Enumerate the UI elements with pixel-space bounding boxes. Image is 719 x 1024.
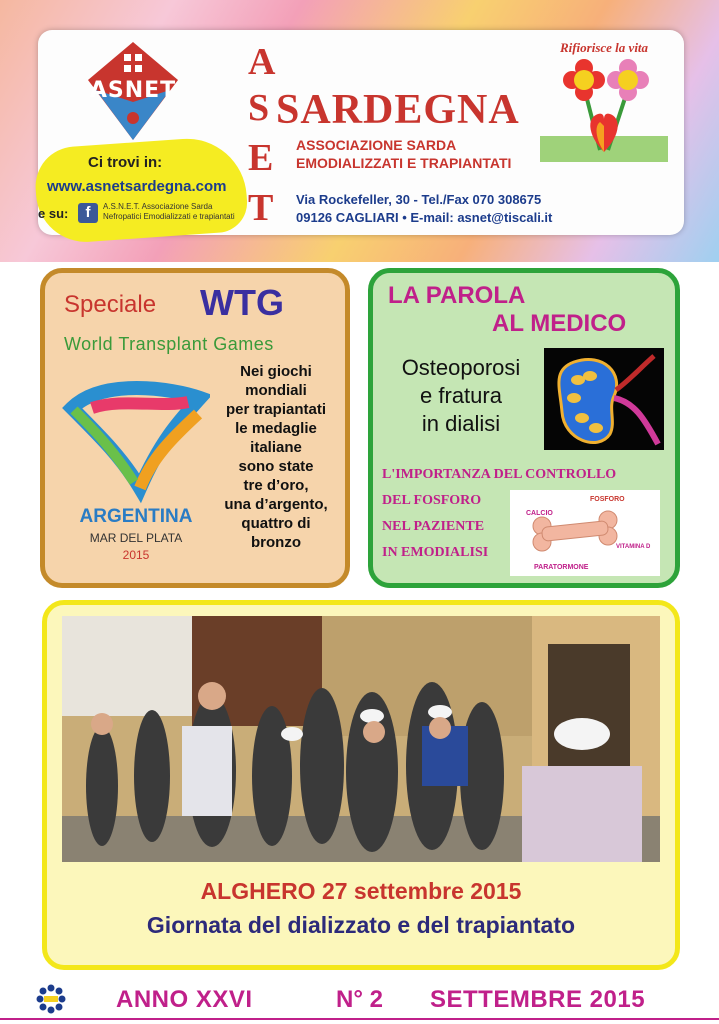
sardegna-title: SARDEGNA [276, 87, 520, 133]
event-subtitle: Giornata del dializzato e del trapiantato [146, 912, 576, 938]
event-photo [62, 616, 660, 862]
speciale-label: Speciale [64, 291, 157, 318]
event-title: ALGHERO 27 settembre 2015 [200, 878, 522, 904]
issue-date: SETTEMBRE 2015 [430, 986, 646, 1013]
medico-title-line-1: LA PAROLA [388, 282, 526, 309]
importanza-line: L'IMPORTANZA DEL CONTROLLO [382, 467, 617, 482]
wtg-text-line: mondiali [245, 382, 307, 399]
wtg-text-line: quattro di [241, 515, 311, 532]
wtg-title: WTG [200, 282, 284, 323]
wtg-city: MAR DEL PLATA [89, 531, 183, 545]
importanza-line: NEL PAZIENTE [382, 519, 485, 534]
website-link[interactable]: www.asnetsardegna.com [47, 178, 227, 195]
aset-letter-e: E [248, 137, 274, 179]
footer-divider [0, 1018, 719, 1020]
wtg-subtitle: World Transplant Games [64, 334, 274, 354]
association-line-2: EMODIALIZZATI E TRAPIANTATI [296, 155, 512, 171]
flowers-icon [538, 40, 670, 166]
logo-text: ASNET [89, 78, 177, 103]
paratormone-label: PARATORMONE [534, 564, 589, 571]
bone-diagram [510, 490, 660, 576]
wtg-text-line: bronzo [251, 534, 301, 551]
wtg-text-line: italiane [250, 439, 302, 456]
medico-topic [386, 354, 536, 438]
association-line-1: ASSOCIAZIONE SARDA [296, 137, 457, 153]
wtg-logo [62, 378, 210, 506]
wtg-text-line: una d’argento, [224, 496, 328, 513]
wtg-description [208, 362, 344, 552]
forum-logo-icon [36, 984, 66, 1014]
facebook-icon[interactable]: f [78, 203, 98, 223]
topic-line: in dialisi [421, 411, 501, 436]
wtg-text-line: Nei giochi [240, 363, 312, 380]
vitamina-label: VITAMINA D [616, 544, 651, 550]
flower-title: Rifiorisce la vita [559, 40, 649, 55]
wtg-text-line: per trapiantati [225, 401, 327, 418]
aset-letter-t: T [248, 187, 274, 229]
topic-line: e fratura [420, 383, 502, 408]
ci-trovi-label: Ci trovi in: [88, 154, 163, 171]
wtg-text-line: le medaglie [235, 420, 317, 437]
wtg-year: 2015 [122, 548, 150, 562]
kidney-icon [544, 348, 664, 450]
aset-letter-a: A [248, 41, 276, 83]
issue-year: ANNO XXVI [116, 986, 253, 1013]
topic-line: Osteoporosi [401, 355, 521, 380]
e-su-label: e su: [38, 206, 69, 221]
flower-logo [538, 40, 670, 166]
wtg-text-line: tre d’oro, [243, 477, 309, 494]
crowd-photo [62, 616, 660, 862]
facebook-page-name: A.S.N.E.T. Associazione Sarda [103, 202, 213, 211]
wtg-ribbon-icon [62, 378, 210, 506]
kidney-illustration [544, 348, 664, 450]
aset-letter-s: S [248, 87, 270, 129]
address-line-1: Via Rockefeller, 30 - Tel./Fax 070 308675 [296, 192, 542, 207]
address-line-2: 09126 CAGLIARI • E-mail: asnet@tiscali.it [296, 210, 553, 225]
facebook-page-subtitle: Nefropatici Emodializzati e trapiantati [103, 212, 235, 221]
importanza-line: IN EMODIALISI [382, 545, 489, 560]
issue-number: N° 2 [336, 986, 383, 1013]
wtg-text-line: sono state [238, 458, 314, 475]
fosforo-label: FOSFORO [590, 496, 625, 503]
asnet-logo [78, 40, 188, 145]
calcio-label: CALCIO [526, 510, 553, 517]
importanza-line: DEL FOSFORO [382, 493, 482, 508]
medico-title-line-2: AL MEDICO [492, 310, 627, 337]
wtg-country: ARGENTINA [79, 506, 193, 527]
